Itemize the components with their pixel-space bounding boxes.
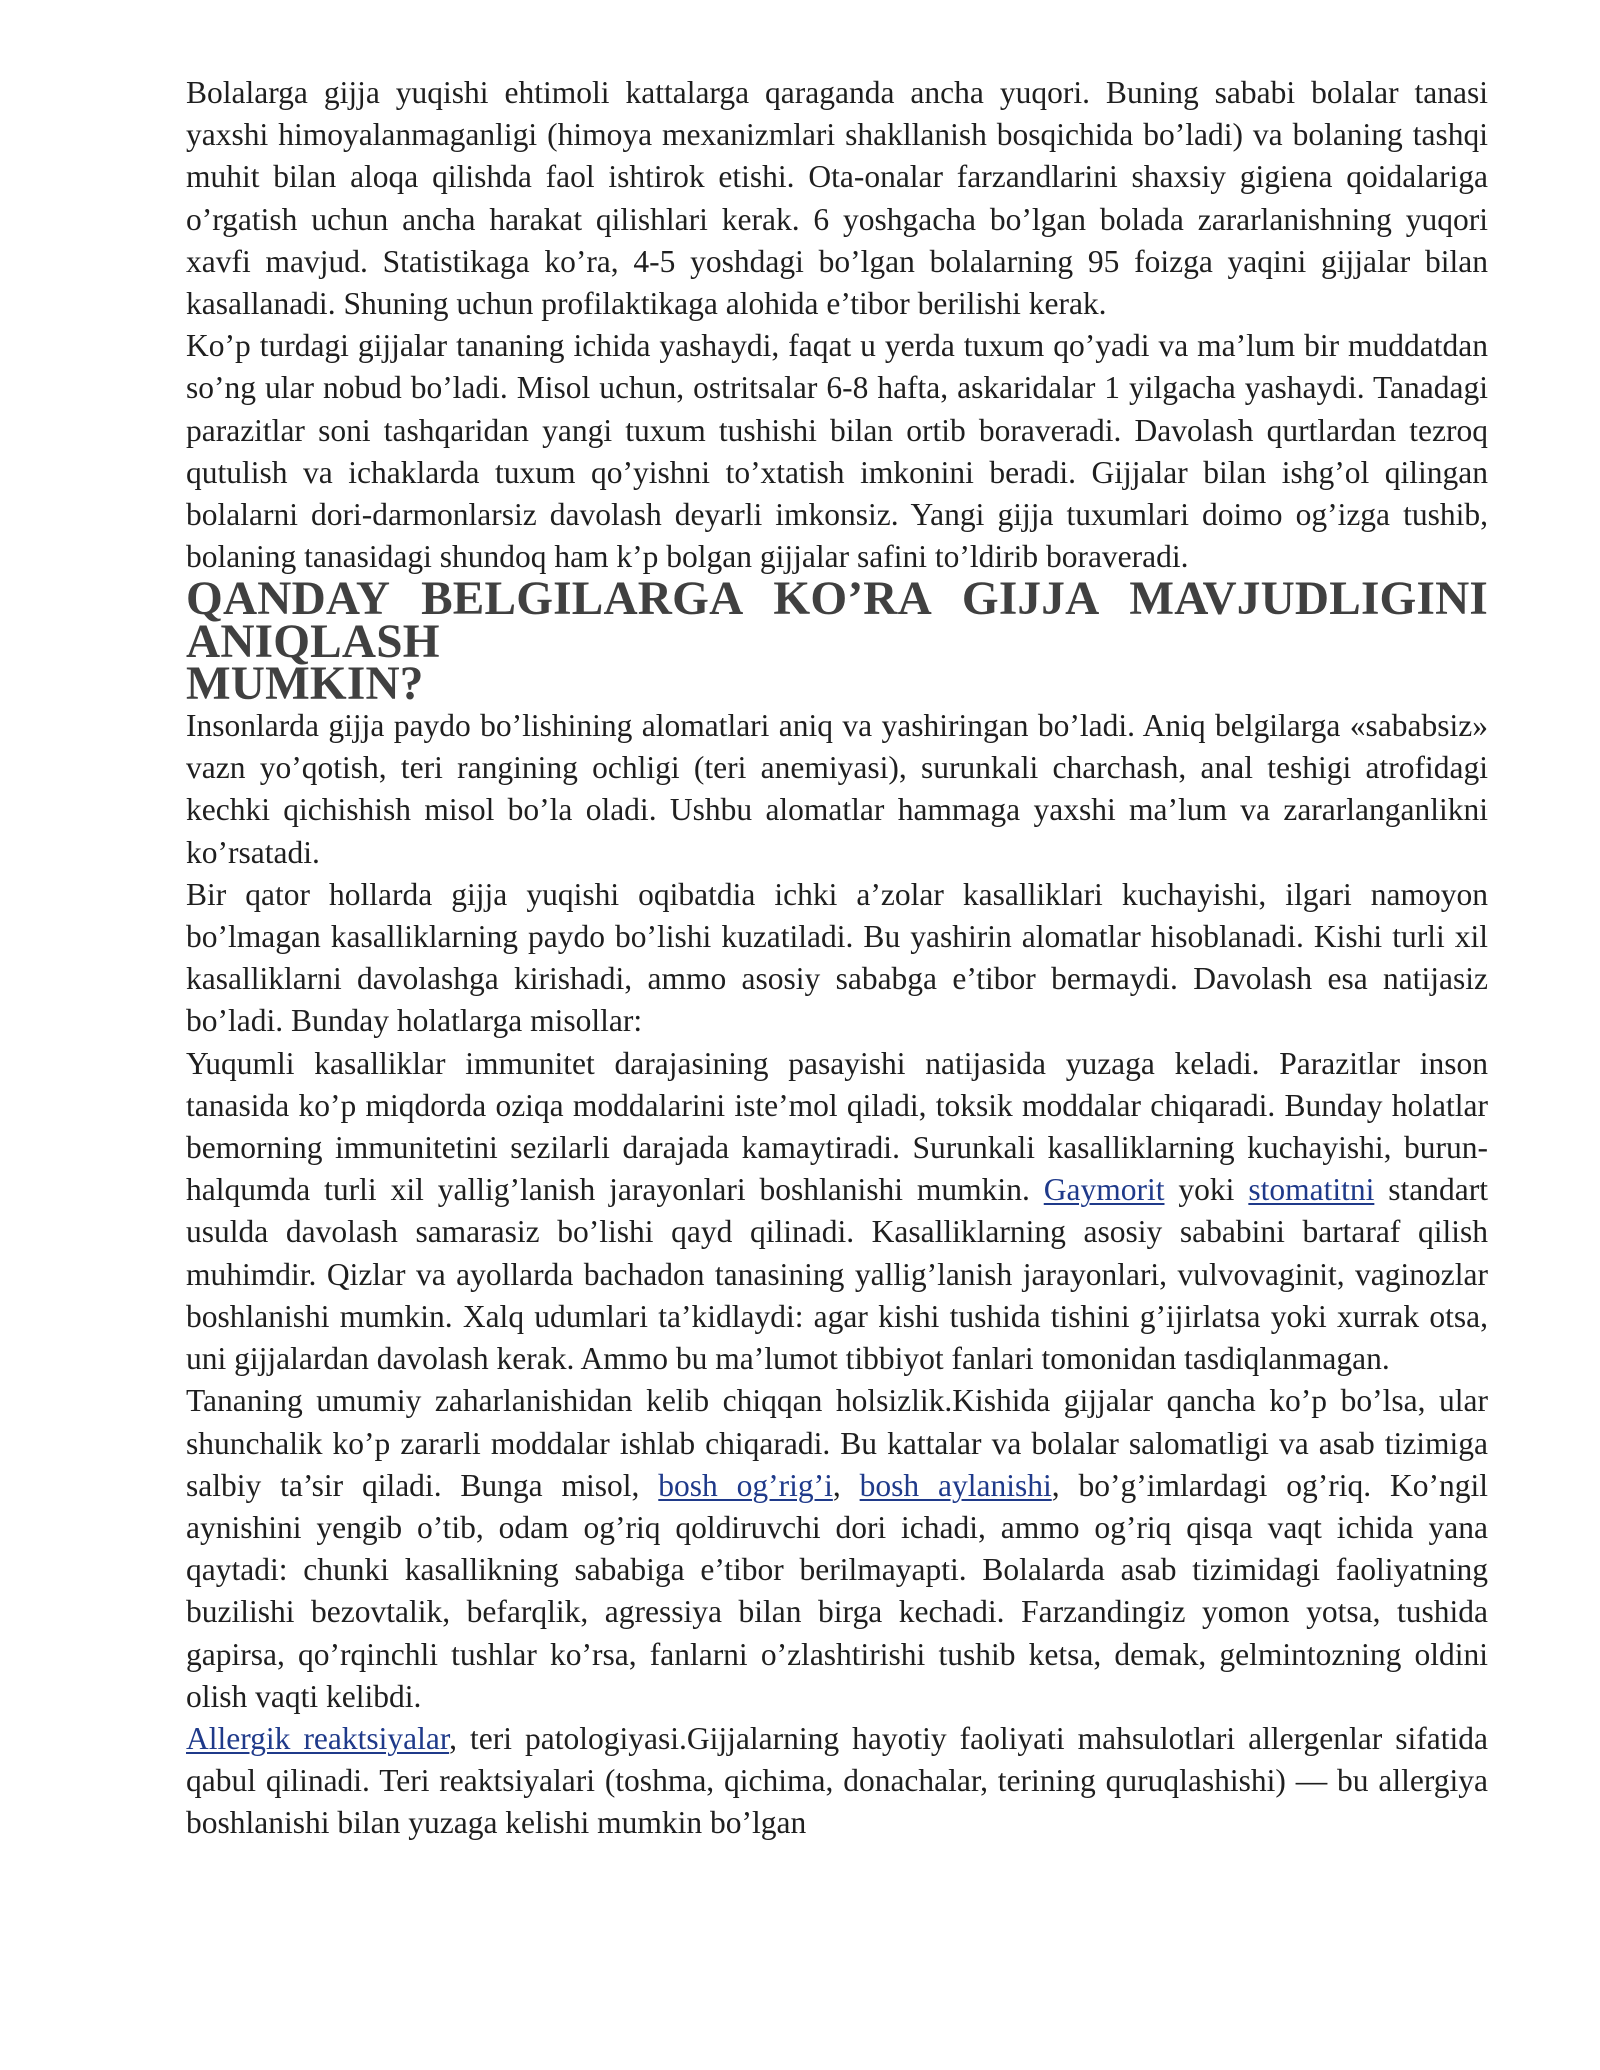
- link-stomatit[interactable]: stomatitni: [1248, 1172, 1375, 1208]
- paragraph-intoxication-text-a: Tananing umumiy zaharlanishidan kelib chiqqan holsizlik.Kishida gijjalar qancha ko’p bo’lsa, ular shunchalik ko’p zararli moddalar ishlab chiqaradi. Bu kattalar va bolalar salomatligi va asab tizimiga salbiy ta’sir qiladi. Bunga misol,: [186, 1383, 1488, 1503]
- paragraph-children-risk: Bolalarga gijja yuqishi ehtimoli kattalarga qaraganda ancha yuqori. Buning sababi bolalar tanasi yaxshi himoyalanmaganligi (himoya mexanizmlari shakllanish bosqichida bo’ladi) va bolaning tashqi muhit bilan aloqa qilishda faol ishtirok etishi. Ota-onalar farzandlarini shaxsiy gigiena qoidalariga o’rgatish uchun ancha harakat qilishlari kerak. 6 yoshgacha bo’lgan bolada zararlanishning yuqori xavfi mavjud. Statistikaga ko’ra, 4-5 yoshdagi bo’lgan bolalarning 95 foizga yaqini gijjalar bilan kasallanadi. Shuning uchun profilaktikaga alohida e’tibor berilishi kerak.: [186, 75, 1488, 322]
- document-page: [186, 72, 1488, 1845]
- link-allergic-reactions[interactable]: Allergik reaktsiyalar: [186, 1720, 450, 1756]
- paragraph-symptoms: Insonlarda gijja paydo bo’lishining alomatlari aniq va yashiringan bo’ladi. Aniq belgilarga «sababsiz» vazn yo’qotish, teri rangining ochligi (teri anemiyasi), surunkali charchash, anal teshigi atrofidagi kechki qichishish misol bo’la oladi. Ushbu alomatlar hammaga yaxshi ma’lum va zararlanganlikni ko’rsatadi.: [186, 708, 1488, 870]
- paragraph-infections-text-b: yoki: [1164, 1172, 1249, 1208]
- paragraph-hidden-symptoms: Bir qator hollarda gijja yuqishi oqibatdia ichki a’zolar kasalliklari kuchayishi, ilgari namoyon bo’lmagan kasalliklarning paydo bo’lishi kuzatiladi. Bu yashirin alomatlar hisoblanadi. Kishi turli xil kasalliklarni davolashga kirishadi, ammo asosiy sababga e’tibor bermaydi. Davolash esa natijasiz bo’ladi. Bunday holatlarga misollar:: [186, 876, 1488, 1039]
- paragraph-intoxication: [186, 1380, 1488, 1718]
- paragraph-worm-lifecycle: Ko’p turdagi gijjalar tananing ichida yashaydi, faqat u yerda tuxum qo’yadi va ma’lum bir muddatdan so’ng ular nobud bo’ladi. Misol uchun, ostritsalar 6-8 hafta, askaridalar 1 yilgacha yashaydi. Tanadagi parazitlar soni tashqaridan yangi tuxum tushishi bilan ortib boraveradi. Davolash qurtlardan tezroq qutulish va ichaklarda tuxum qo’yishni to’xtatish imkonini beradi. Gijjalar bilan ishg’ol qilingan bolalarni dori-darmonlarsiz davolash deyarli imkonsiz. Yangi gijja tuxumlari doimo og’izga tushib, bolaning tanasidagi shundoq ham k’p bolgan gijjalar safini to’ldirib boraveradi.: [186, 328, 1488, 575]
- paragraph-infections-text-c: standart usulda davolash samarasiz bo’lishi qayd qilinadi. Kasalliklarning asosiy sababini bartaraf qilish muhimdir. Qizlar va ayollarda bachadon tanasining yallig’lanish jarayonlari, vulvovaginit, vaginozlar boshlanishi mumkin. Xalq udumlari ta’kidlaydi: agar kishi tushida tishini g’ijirlatsa yoki xurrak otsa, uni gijjalardan davolash kerak. Ammo bu ma’lumot tibbiyot fanlari tomonidan tasdiqlanmagan.: [186, 1172, 1488, 1377]
- paragraph-allergy: [186, 1718, 1488, 1845]
- link-dizziness[interactable]: bosh aylanishi: [859, 1467, 1052, 1503]
- section-heading-line1: QANDAY BELGILARGA KO’RA GIJJA MAVJUDLIGINI ANIQLASH: [186, 573, 1488, 668]
- link-gaymorit[interactable]: Gaymorit: [1043, 1172, 1165, 1208]
- paragraph-infections: [186, 1043, 1488, 1381]
- paragraph-intoxication-text-b: ,: [832, 1467, 860, 1503]
- section-heading: [186, 573, 1488, 710]
- paragraph-intoxication-text-c: , bo’g’imlardagi og’riq. Ko’ngil aynishini yengib o’tib, odam og’riq qoldiruvchi dori ichadi, ammo og’riq qisqa vaqt ichida yana qaytadi: chunki kasallikning sababiga e’tibor berilmayapti. Bolalarda asab tizimidagi faoliyatning buzilishi bezovtalik, befarqlik, agressiya bilan birga kechadi. Farzandingiz yomon yotsa, tushida gapirsa, qo’rqinchli tushlar ko’rsa, fanlarni o’zlashtirishi tushib ketsa, demak, gelmintozning oldini olish vaqti kelibdi.: [186, 1467, 1488, 1714]
- paragraph-allergy-text: , teri patologiyasi.Gijjalarning hayotiy faoliyati mahsulotlari allergenlar sifatida qabul qilinadi. Teri reaktsiyalari (toshma, qichima, donachalar, terining quruqlashishi) — bu allergiya boshlanishi bilan yuzaga kelishi mumkin bo’lgan: [186, 1720, 1488, 1841]
- paragraph-infections-text-a: Yuqumli kasalliklar immunitet darajasining pasayishi natijasida yuzaga keladi. Parazitlar inson tanasida ko’p miqdorda oziqa moddalarini iste’mol qiladi, toksik moddalar chiqaradi. Bunday holatlar bemorning immunitetini sezilarli darajada kamaytiradi. Surunkali kasalliklarning kuchayishi, burun-halqumda turli xil yallig’lanish jarayonlari boshlanishi mumkin.: [186, 1045, 1488, 1208]
- section-heading-line2: MUMKIN?: [186, 657, 424, 710]
- link-headache[interactable]: bosh og’rig’i: [658, 1467, 833, 1503]
